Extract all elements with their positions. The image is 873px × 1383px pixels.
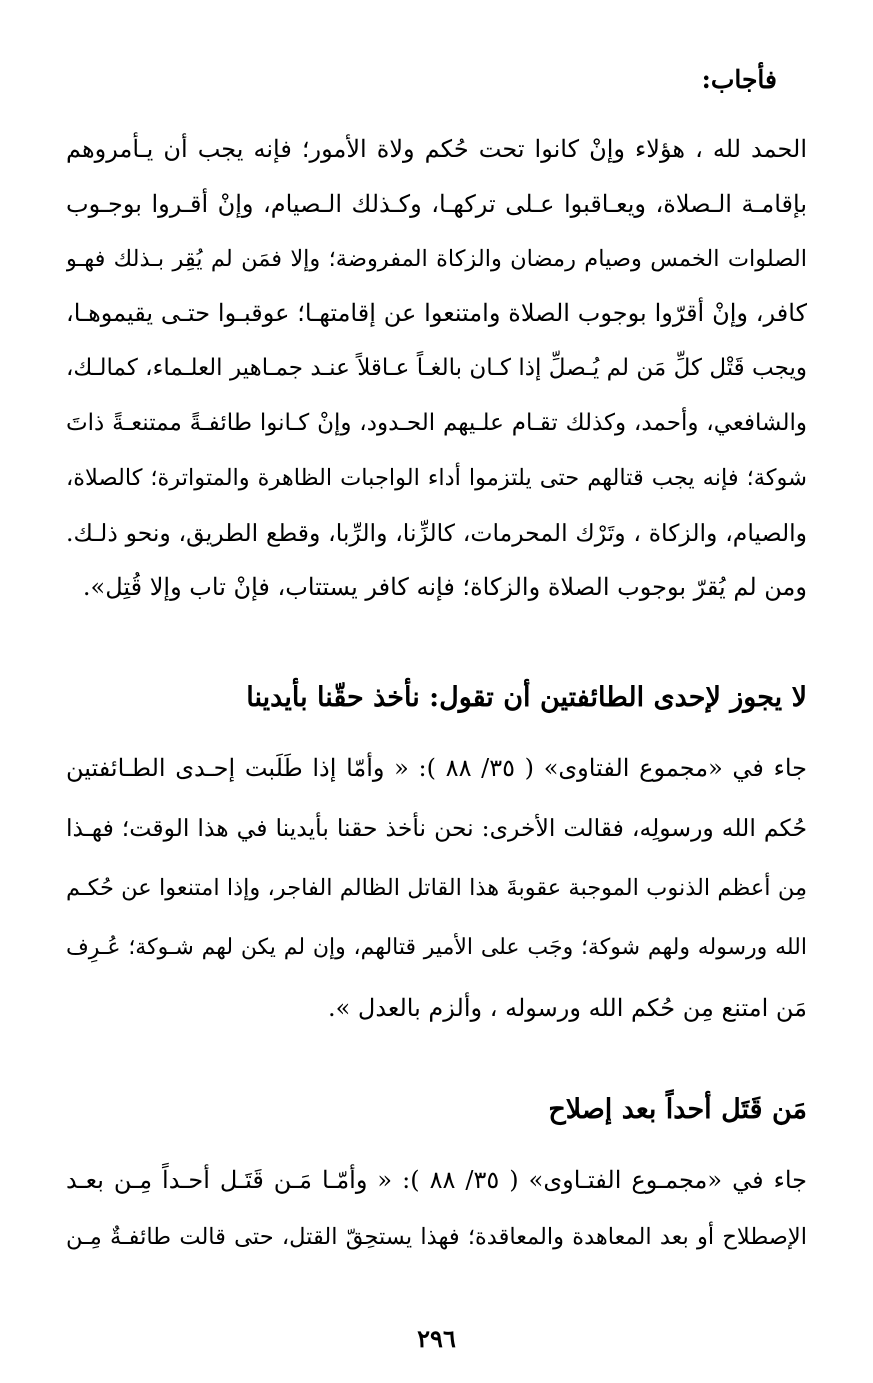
section-heading: لا يجوز لإحدى الطائفتين أن تقول: نأخذ حقّنا بأيدينا: [246, 682, 807, 713]
text-line: ويجب قَتْل كلِّ مَن لم يُـصلِّ إذا كـان بالغـاً عـاقلاً عنـد جمـاهير العلـماء، كمالـك،: [66, 355, 807, 382]
text-line: الإصطلاح أو بعد المعاهدة والمعاقدة؛ فهذا يستحِقّ القتل، حتى قالت طائفـةٌ مِـن: [66, 1224, 807, 1250]
quote-paragraph: [66, 738, 807, 1038]
text-line: الصلوات الخمس وصيام رمضان والزكاة المفروضة؛ وإلا فمَن لم يُقِر بـذلك فهـو: [66, 245, 807, 272]
answer-intro: فأجاب:: [701, 65, 777, 94]
text-line: جاء في «مجمـوع الفتـاوى» ( ٣٥/ ٨٨ ): « وأمّـا مَـن قَتَـل أحـداً مِـن بعـد: [66, 1166, 807, 1194]
text-line: والشافعي، وأحمد، وكذلك تقـام علـيهم الحـدود، وإنْ كـانوا طائفـةً ممتنعـةً ذاتَ: [66, 409, 807, 436]
text-line: مِن أعظم الذنوب الموجبة عقوبةَ هذا القاتل الظالم الفاجر، وإذا امتنعوا عن حُكـم: [66, 875, 807, 901]
text-line: شوكة؛ فإنه يجب قتالهم حتى يلتزموا أداء الواجبات الظاهرة والمتواترة؛ كالصلاة،: [66, 464, 807, 491]
text-line: جاء في «مجموع الفتاوى» ( ٣٥/ ٨٨ ): « وأمّا إذا طَلَبت إحـدى الطـائفتين: [66, 754, 807, 782]
text-line: بإقامـة الـصلاة، ويعـاقبوا عـلى تركهـا، وكـذلك الـصيام، وإنْ أقـروا بوجـوب: [66, 189, 807, 218]
text-line: الله ورسوله ولهم شوكة؛ وجَب على الأمير قتالهم، وإن لم يكن لهم شـوكة؛ عُـرِف: [66, 935, 807, 960]
section-heading: مَن قَتَل أحداً بعد إصلاح: [548, 1094, 807, 1125]
text-line: ومن لم يُقرّ بوجوب الصلاة والزكاة؛ فإنه كافر يستتاب، فإنْ تاب وإلا قُتِل».: [82, 573, 807, 602]
quote-paragraph: [66, 1152, 807, 1266]
text-line: مَن امتنع مِن حُكم الله ورسوله ، وألزم بالعدل ».: [327, 994, 807, 1022]
fatwa-paragraph: [66, 122, 807, 615]
text-line: حُكم الله ورسولِه، فقالت الأخرى: نحن نأخذ حقنا بأيدينا في هذا الوقت؛ فهـذا: [66, 814, 807, 842]
page-number: ٢٩٦: [417, 1324, 456, 1353]
text-line: والصيام، والزكاة ، وتَرْك المحرمات، كالزِّنا، والرِّبا، وقطع الطريق، ونحو ذلـك.: [66, 518, 807, 547]
text-line: الحمد لله ، هؤلاء وإنْ كانوا تحت حُكم ولاة الأمور؛ فإنه يجب أن يـأمروهم: [66, 135, 807, 163]
text-line: كافر، وإنْ أقرّوا بوجوب الصلاة وامتنعوا عن إقامتهـا؛ عوقبـوا حتـى يقيموهـا،: [66, 299, 807, 328]
